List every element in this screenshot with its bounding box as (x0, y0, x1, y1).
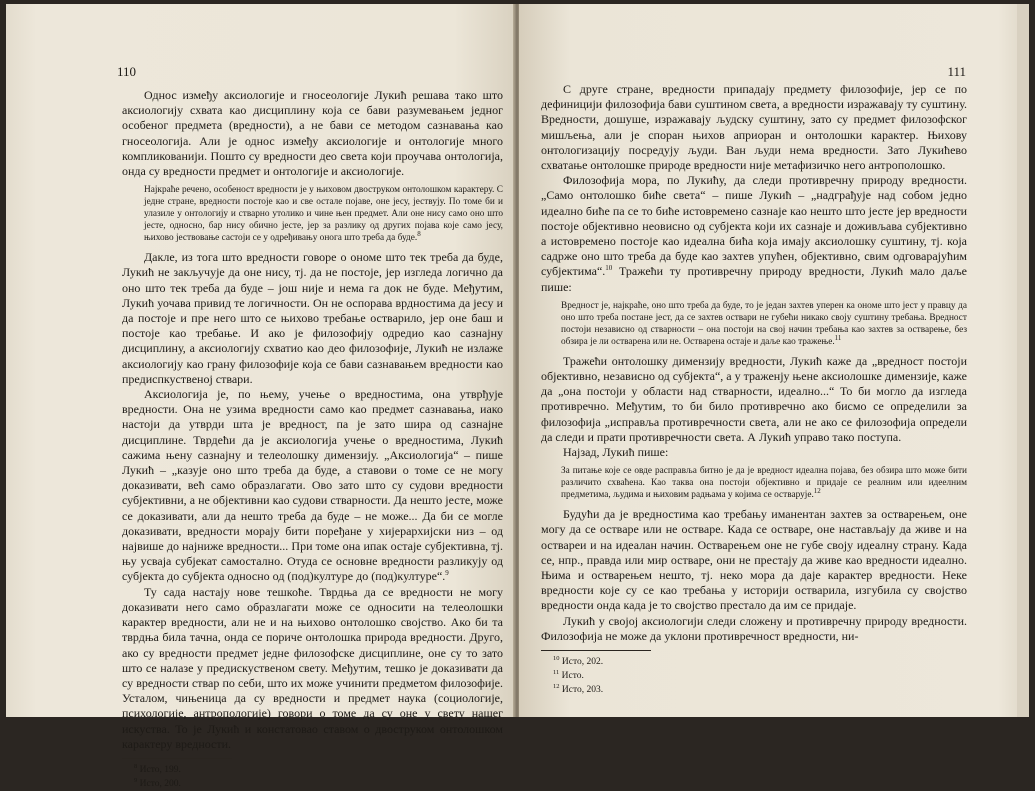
paragraph: Најзад, Лукић пише: (563, 445, 669, 460)
paragraph: Дакле, из тога што вредности говоре о ономе што тек треба да буде, Лукић не закључује да оне нису, тј. да не постоје, јер изгледа логично да оно што тек треба да буде – још није и нема га док не буде. Међутим, Лукић уочава привид те логичности. Он не оспорава врдностима да јесу и да постоје и пре него што се њихово требање остварило, јер оне баш и постоје као требање. И ако је филозофију одредио као сазнајну дисциплину, а аксиологију схватио као део филозофије, Лукић не излаже аксиологију као грану филозофије која се бави сазнавањем вредности као предиспкуственој ствари. (122, 250, 503, 386)
footnote-ref: 10 (605, 264, 613, 273)
paragraph: Однос између аксиологије и гносеологије Лукић решава тако што аксиологију схвата као дисциплину која се бави разумевањем једног особеног предмета (вредности), а не бави се методом сазнавања као гносеологија. Али је однос између аксиологије и онтологије много компликованији. Пошто су вредности део света који проучава онтологија, онда су вредности предмет и онтологије и аксиологије. (122, 88, 503, 179)
paragraph: Аксиологија је, по њему, учење о вредностима, она утврђује вредности. Она не узима вредности само као предмет сазнавања, иако настоји да утврди шта је вредност, па је зато шира од сазнајне дисциплине. Тврдећи да је аксиологија учење о вредностима, Лукић сажима њену сазнајну и телеолошку димензију. „Аксиологија“ – пише Лукић – „казује оно што треба да буде, а ставови о томе се не могу доказивати, већ само образлагати. Ово зато што су судови вредности субјективни, а не објективни као судови стварности. Да нешто јесте, може се доказивати, али да нешто треба да буде – не може... Да би се могле доказивати, вредности морају бити поређане у хијерархијски низ – од највише до најниже вредности... При томе она ипак остаје субјективна, тј. њу усваја субјекат самостално. Отуда се основне вредности разликују од субјекта до субјекта односно од (под)културе до (под)културе“. (122, 387, 503, 584)
quote-text: Вредност је, најкраће, оно што треба да буде, то је један захтев уперен ка ономе што јест у правцу да оно што треба постане јест, да се захтев оствари не губећи никако своју суштину требања. Вредност постоји независно од стварности – она постоји на свој начин требања као захтев за остварење, без обзира је ли остварена или не. Остварена остаје и даље као тражење. (561, 300, 967, 347)
left-page (6, 4, 515, 789)
footnote-ref: 12 (813, 487, 821, 496)
footnote-ref: 8 (417, 230, 421, 239)
paragraph: Тражећи онтолошку димензију вредности, Лукић каже да „вредност постоји објективно, независно од субјекта“, а у траженју њене аксиолошке димензије, каже да „она постоји у области над стварности, идеално...“ То би могло да изгледа противречно. Међутим, то би било противречно ако бисмо се определили за филозофија „исправља противречности света, али не ако се филозофија определи да следи и прати противречности света. А Лукић управо тако поступа. (541, 353, 967, 444)
footnote-ref: 11 (834, 333, 842, 342)
footnote: $^{10}$ Исто, 202. (553, 654, 604, 668)
paragraph: Лукић у својој аксиологији следи сложену и противречну природу вредности. Филозофија не може да уклони противречност вредности, ни- (541, 613, 967, 643)
block-quote (561, 465, 967, 501)
page-body (122, 88, 503, 791)
footnote: $^{12}$ Исто, 203. (553, 682, 604, 696)
page-body: С друге стране, вредности припадају предмету филозофије, јер се по дефиницији филозофија бави суштином света, а вредности изражавају ту суштину. Вредности, дошуше, изражавају људску суштину, зато су предмет филозофског мишљења, али је споран њихов априоран и онтолошки карактер. Њихову онтологизацију посредују људи. Ван људи нема вредности. Зато Лукићево схватање онтолошке природе вредности није метафизичко него антрополошко. Филозофија мора, по Лукићу, да следи противречну природу вредности. „Само онтолошко биће света“ – пише Лукић – „надграђује над собом једно идеално биће па се то биће истовремено сазнаје као нешто што јесте јер вредности постоје објективно неовисно од субјекта који их сазнаје и доживљава субјективно а истовремено постоје као идеална бића која имају аксиолошку суштину, тј. која садрже оно што треба да буде као захтев упућен, објективно, свим одговарајућим субјектима“.$^{10}$ Тражећи ту противречну природу вредности, Лукић мало даље пише: Вредност је, најкраће, оно што треба да буде, то је један захтев уперен ка ономе што јест у правцу да оно што треба постане јест, да се захтев оствари не губећи никако своју суштину требања. Вредност постоји независно од стварности – она постоји на свој начин требања као захтев за остварење, без обзира је ли остварена или не. Остварена остаје и даље као тражење.$^{11}$ Тражећи онтолошку димензију вредности, Лукић каже да „вредност постоји објективно, независно од субјекта“, а у траженју њене аксиолошке димензије, каже да „она постоји у области над стварности, идеално...“ То би могло да изгледа противречно. Међутим, то би било противречно ако бисмо се определили за филозофија „исправља противречности света, али не ако се филозофија определи да следи и прати противречности света. А Лукић управо тако поступа. Најзад, Лукић пише: За питање које се овде расправља битно је да је вредност идеална појава, без обзира што може бити различито схваћена. Као таква она постоји објективно и придаје се реалним или идеелним предметима, људима и њиховим радњама у којима се остварује.$^{12}$ Будући да је вредностима као требању иманентан захтев за остварењем, оне могу да се остваре или не остваре. Када се остваре, оне настављају да живе и на оствареи и на идеалан начин. Остварењем оне не губе своју идеалну страну. Када се, нпр., правда или мир остваре, они не престају да живе као вредности идеално. Њима и остварењем нешто, тј. неко мора да даје карактер вредности. Неке вредности које су се као требања у историји остварила, изгубила су својство вредности онда када је то својство престало да им се придаје. Лукић у својој аксиологији следи сложену и противречну природу вредности. Филозофија не може да уклони противречност вредности, ни- $^{10}$ Исто, 202. $^{11}$ Исто. $^{12}$ Исто, 203. (541, 82, 967, 696)
page-edge (1017, 4, 1029, 717)
right-page (519, 4, 1029, 717)
footnote-rule (541, 650, 651, 651)
book-spread (6, 4, 1029, 789)
footnote-ref: 9 (445, 569, 449, 578)
quote-text: За питање које се овде расправља битно је да је вредност идеална појава, без обзира што може бити различито схваћена. Као таква она постоји објективно и придаје се реалним или идеелним предметима, људима и њиховим радњама у којима се остварује. (561, 466, 967, 501)
page-number: 110 (117, 64, 137, 79)
block-quote (561, 300, 967, 348)
footnote-rule (122, 758, 232, 759)
paragraph: Будући да је вредностима као требању иманентан захтев за остварењем, оне могу да се остваре или не остваре. Када се остваре, оне настављају да живе и на оствареи и на идеалан начин. Остварењем оне не губе своју идеалну страну. Када се, нпр., правда или мир остваре, они не престају да живе као вредности идеално. Њима и остварењем нешто, тј. неко мора да даје карактер вредности. Неке вредности које су се као требања у историји остварила, изгубила су својство вредности онда када је то својство престало да им се придаје. (541, 507, 967, 613)
footnote: $^{11}$ Исто. (553, 668, 584, 682)
footnote: $^9$ Исто, 200. (134, 776, 181, 789)
page-number: 111 (947, 64, 966, 79)
footnote: $^8$ Исто, 199. (134, 762, 181, 775)
paragraph: Ту сада настају нове тешкоће. Тврдња да се вредности не могу доказивати него само образлагати може се односити на телеолошки карактер вредности, али не и на њихово онтолошко својство. Ако би та тврдња била тачна, онда се пориче онтолошка природа вредности. Друго, ако су вредности предмет једне филозофске дисциплине, оне су то зато што се налазе у предискуственом свету. Међутим, тешко је доказивати да су вредности ствар по себи, што их може учинити предметом филозофије. Усталом, чињеница да су вредности и предмет наука (социологије, психологије, антропологије) говори о томе да су оне у свету нашег искуства. То је Лукић и констатовао ставом о двоструком онтолошком карактеру вредности. (122, 584, 503, 751)
block-quote (144, 184, 503, 244)
paragraph: Филозофија мора, по Лукићу, да следи противречну природу вредности. „Само онтолошко биће света“ – пише Лукић – „надграђује над собом једно идеално биће па се то биће истовремено сазнаје као нешто што јесте јер вредности постоје објективно неовисно од субјекта који их сазнаје и доживљава субјективно а истовремено постоје као идеална бића која имају аксиолошку суштину, тј. која садрже оно што треба да буде као захтев упућен, објективно, свим одговарајућим субјектима“. (541, 173, 967, 279)
quote-text: Најкраће речено, особеност вредности је у њиховом двоструком онтолошком карактеру. С једне стране, вредности постоје као и све остале појаве, оне јесу, јествују. По томе би и улазиле у онтологију и стварно утолико и чине њен предмет. Али оне нису само оно што јесте, односно, бар нису обично јесте, јер за разлику од других појава које само јесу, њихово јествовање састоји се у одређивању онога што треба да буде. (144, 185, 503, 244)
paragraph: С друге стране, вредности припадају предмету филозофије, јер се по дефиницији филозофија бави суштином света, а вредности изражавају ту суштину. Вредности, дошуше, изражавају људску суштину, зато су предмет филозофског мишљења, али је споран њихов априоран и онтолошки карактер. Њихову онтологизацију посредују људи. Ван људи нема вредности. Зато Лукићево схватање онтолошке природе вредности није метафизичко него антрополошко. (541, 82, 967, 173)
